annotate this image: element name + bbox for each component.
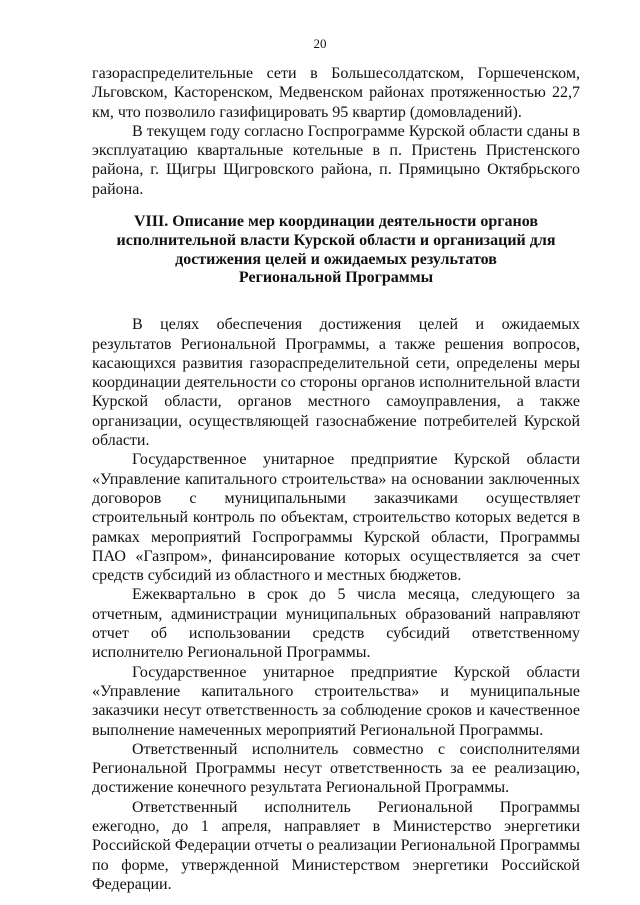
- boiler-houses-paragraph: В текущем году согласно Госпрограмме Курской области сданы в эксплуатацию квартальные котельные в п. Пристень Пристенского района, г. Щигры Щигровского района, п. Прямицыно Октябрьского района.: [92, 122, 580, 198]
- executor-responsibility-paragraph: Ответственный исполнитель совместно с соисполнителями Региональной Программы несут ответственность за ее реализацию, достижение конечного результата Региональной Программы.: [92, 740, 580, 797]
- section-heading: [92, 213, 580, 288]
- quarterly-report-paragraph: Ежеквартально в срок до 5 числа месяца, следующего за отчетным, администрации муниципальных образований направляют отчет об использовании средств субсидий ответственному исполнителю Региональной Программы.: [92, 586, 580, 662]
- coordination-measures-paragraph: В целях обеспечения достижения целей и ожидаемых результатов Региональной Программы, а также решения вопросов, касающихся развития газораспределительной сети, определены меры координации деятельности со стороны органов исполнительной власти Курской области, органов местного самоуправления, а также организации, осуществляющей газоснабжение потребителей Курской области.: [92, 316, 580, 450]
- section-heading-line: исполнительной власти Курской области и организаций для: [116, 231, 556, 249]
- section-heading-line: Региональной Программы: [238, 269, 434, 287]
- continuation-paragraph: газораспределительные сети в Большесолдатском, Горшеченском, Льговском, Касторенском, Медвенском районах протяженностью 22,7 км, что позволило газифицировать 95 квартир (домовладений).: [92, 65, 580, 121]
- construction-control-paragraph: Государственное унитарное предприятие Курской области «Управление капитального строительства» на основании заключенных договоров с муниципальными заказчиками осуществляет строительный контроль по объектам, строительство которых ведется в рамках мероприятий Госпрограммы Курской области, Программы ПАО «Газпром», финансирование которых осуществляется за счет средств субсидий из областного и местных бюджетов.: [92, 451, 580, 585]
- page-number: 20: [313, 36, 327, 51]
- responsibility-paragraph: Государственное унитарное предприятие Курской области «Управление капитального строительства» и муниципальные заказчики несут ответственность за соблюдение сроков и качественное выполнение намеченных мероприятий Региональной Программы.: [92, 663, 580, 739]
- section-heading-line: VIII. Описание мер координации деятельности органов: [133, 213, 538, 231]
- section-heading-line: достижения целей и ожидаемых результатов: [175, 250, 497, 268]
- annual-report-paragraph: Ответственный исполнитель Региональной Программы ежегодно, до 1 апреля, направляет в Министерство энергетики Российской Федерации отчеты о реализации Региональной Программы по форме, утвержденной Министерством энергетики Российской Федерации.: [92, 798, 580, 893]
- page-body: [92, 64, 580, 894]
